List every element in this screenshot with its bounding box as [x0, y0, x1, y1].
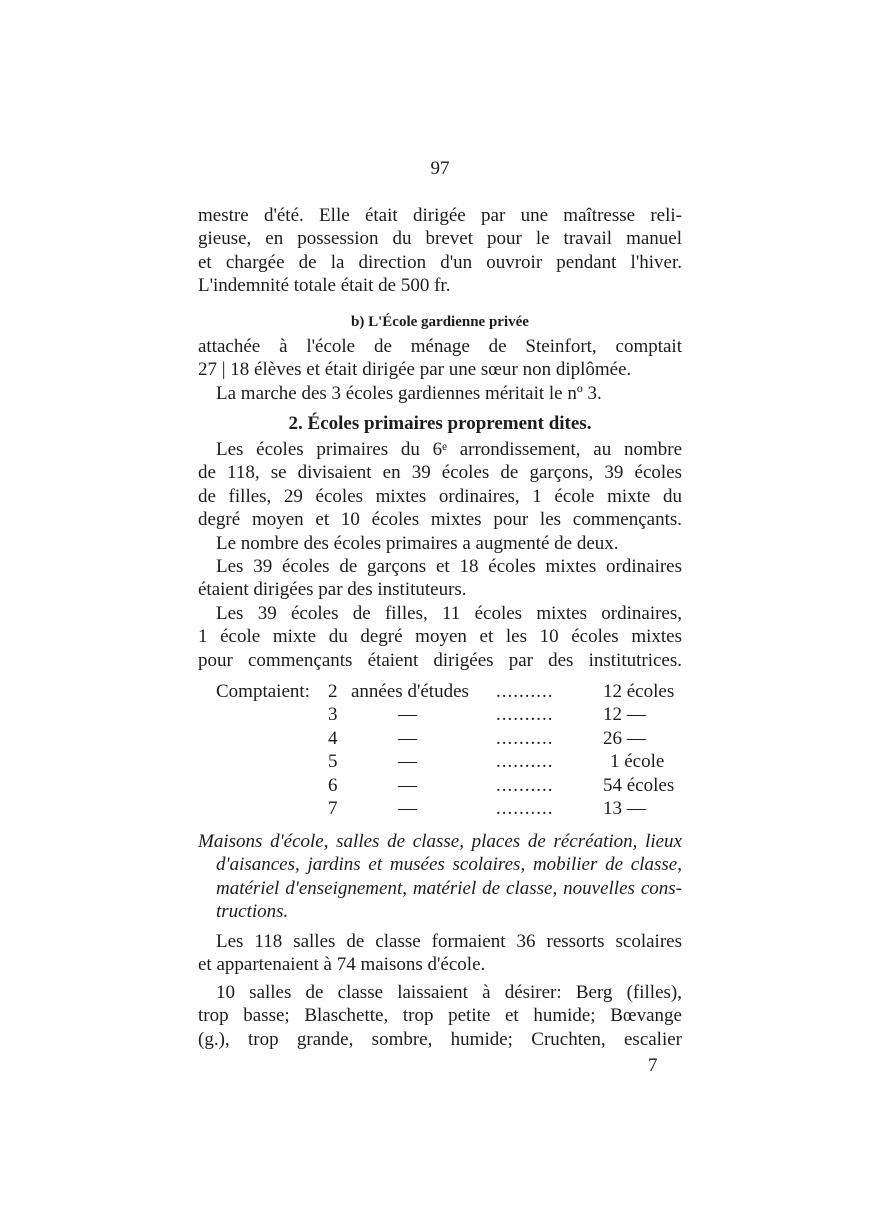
subheading-b: b) L'École gardienne privée [351, 314, 529, 330]
table-cell-text: années d'études [351, 681, 469, 702]
table-cell-ditto: — [398, 797, 417, 819]
text-line: de 118, se divisaient en 39 écoles de garçons, 39 écoles [198, 462, 682, 484]
text-line: et chargée de la direction d'un ouvroir pendant l'hiver. [198, 251, 682, 273]
paragraph-2 [198, 335, 682, 405]
text-line: d'aisances, jardins et musées scolaires, mobilier de classe, [216, 854, 682, 876]
table-label: Comptaient: [216, 681, 310, 702]
text-line: de filles, 29 écoles mixtes ordinaires, 1 école mixte du [198, 485, 682, 507]
text-line: 27 | 18 élèves et était dirigée par une sœur non diplômée. [198, 359, 632, 381]
signature-mark: 7 [648, 1055, 658, 1076]
table-cell-dots: .......... [496, 774, 554, 796]
section-title: 2. Écoles primaires proprement dites. [288, 413, 592, 434]
table-cell-value: 12 — [603, 704, 646, 726]
table-cell-dots: .......... [496, 681, 554, 702]
table-cell-ditto: — [398, 774, 417, 796]
table-cell-years: 3 [328, 704, 338, 726]
text-line: 10 salles de classe laissaient à désirer: Berg (filles), [216, 981, 682, 1003]
table-row [198, 797, 682, 820]
table-row [198, 727, 682, 750]
text-line: La marche des 3 écoles gardiennes méritait le nº 3. [216, 382, 602, 404]
text-line: 1 école mixte du degré moyen et les 10 écoles mixtes [198, 626, 682, 648]
text-line: et appartenaient à 74 maisons d'école. [198, 954, 486, 976]
text-line: pour commençants étaient dirigées par des institutrices. [198, 649, 682, 671]
year-count-table [198, 680, 682, 820]
paragraph-1 [198, 204, 682, 298]
text-line: Les écoles primaires du 6ᵉ arrondissement, au nombre [216, 439, 682, 460]
table-cell-dots: .......... [496, 727, 554, 749]
text-line: attachée à l'école de ménage de Steinfort, comptait [198, 336, 682, 357]
table-cell-dots: .......... [496, 704, 554, 726]
table-cell-value: 54 écoles [603, 774, 675, 796]
table-cell-value: 13 — [603, 797, 646, 819]
table-cell-value: 26 — [603, 727, 646, 749]
text-line: (g.), trop grande, sombre, humide; Cruchten, escalier [198, 1028, 682, 1050]
table-cell-value: 1 école [610, 751, 665, 773]
table-row [198, 774, 682, 797]
text-line: matériel d'enseignement, matériel de classe, nouvelles cons- [216, 877, 682, 899]
paragraph-8 [198, 930, 682, 1051]
table-cell-ditto: — [398, 751, 417, 773]
page-number: 97 [430, 158, 450, 179]
table-cell-dots: .......... [496, 751, 554, 773]
table-cell-years: 5 [328, 751, 338, 773]
text-line: trop basse; Blaschette, trop petite et humide; Bœvange [198, 1005, 682, 1027]
italic-heading [198, 830, 682, 924]
text-line: gieuse, en possession du brevet pour le travail manuel [198, 228, 682, 250]
table-row [198, 750, 682, 773]
table-row [198, 680, 682, 703]
table-cell-years: 6 [328, 774, 338, 796]
text-line: Les 39 écoles de filles, 11 écoles mixtes ordinaires, [216, 602, 682, 624]
table-cell-years: 4 [328, 727, 338, 749]
table-cell-ditto: — [398, 704, 417, 726]
paragraph-4 [198, 438, 682, 672]
text-line: degré moyen et 10 écoles mixtes pour les commençants. [198, 509, 682, 531]
text-line: Maisons d'école, salles de classe, places de récréation, lieux [198, 831, 682, 852]
text-line: L'indemnité totale était de 500 fr. [198, 275, 451, 297]
text-line: mestre d'été. Elle était dirigée par une maîtresse reli- [198, 205, 682, 226]
table-cell-dots: .......... [496, 797, 554, 819]
text-line: tructions. [216, 901, 289, 923]
table-cell-value: 12 écoles [603, 681, 675, 702]
table-cell-years: 7 [328, 797, 338, 819]
text-line: Le nombre des écoles primaires a augmenté de deux. [216, 532, 619, 554]
text-line: étaient dirigées par des instituteurs. [198, 579, 467, 601]
table-cell-years: 2 [328, 681, 338, 702]
text-line: Les 118 salles de classe formaient 36 ressorts scolaires [216, 931, 682, 952]
table-cell-ditto: — [398, 727, 417, 749]
text-line: Les 39 écoles de garçons et 18 écoles mixtes ordinaires [216, 555, 682, 577]
table-row [198, 703, 682, 726]
